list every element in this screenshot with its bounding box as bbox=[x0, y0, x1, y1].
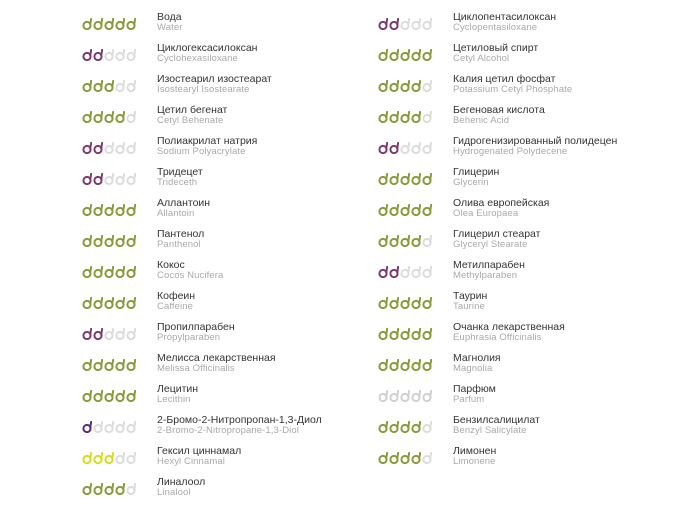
safety-rating bbox=[82, 421, 136, 433]
drop-filled-icon bbox=[126, 266, 136, 278]
drop-filled-icon bbox=[389, 328, 399, 340]
drop-empty-icon bbox=[422, 390, 432, 402]
drop-filled-icon bbox=[422, 328, 432, 340]
drop-filled-icon bbox=[93, 49, 103, 61]
drop-filled-icon bbox=[378, 421, 388, 433]
drop-empty-icon bbox=[126, 49, 136, 61]
ingredient-latin-name: Propylparaben bbox=[157, 332, 221, 343]
drop-filled-icon bbox=[411, 204, 421, 216]
drop-empty-icon bbox=[115, 421, 125, 433]
drop-filled-icon bbox=[115, 297, 125, 309]
drop-filled-icon bbox=[104, 297, 114, 309]
safety-rating bbox=[378, 390, 432, 402]
ingredient-latin-name: Methylparaben bbox=[453, 270, 518, 281]
ingredient-latin-name: Linalool bbox=[157, 487, 191, 498]
safety-rating bbox=[82, 359, 136, 371]
drop-empty-icon bbox=[411, 266, 421, 278]
safety-rating bbox=[82, 328, 136, 340]
drop-empty-icon bbox=[115, 80, 125, 92]
ingredient-latin-name: Parfum bbox=[453, 394, 485, 405]
drop-filled-icon bbox=[82, 452, 92, 464]
ingredient-name: Глицерил стеарат bbox=[453, 228, 541, 240]
drop-empty-icon bbox=[126, 483, 136, 495]
drop-filled-icon bbox=[422, 173, 432, 185]
drop-filled-icon bbox=[82, 18, 92, 30]
drop-empty-icon bbox=[422, 235, 432, 247]
drop-filled-icon bbox=[411, 235, 421, 247]
drop-filled-icon bbox=[378, 359, 388, 371]
drop-filled-icon bbox=[400, 297, 410, 309]
ingredient-name: Лимонен bbox=[453, 445, 497, 457]
drop-filled-icon bbox=[389, 80, 399, 92]
safety-rating bbox=[82, 297, 136, 309]
drop-empty-icon bbox=[115, 452, 125, 464]
drop-filled-icon bbox=[378, 80, 388, 92]
safety-rating bbox=[82, 266, 136, 278]
drop-filled-icon bbox=[104, 111, 114, 123]
drop-filled-icon bbox=[411, 328, 421, 340]
drop-filled-icon bbox=[82, 80, 92, 92]
drop-empty-icon bbox=[93, 421, 103, 433]
drop-filled-icon bbox=[82, 297, 92, 309]
safety-rating bbox=[82, 204, 136, 216]
drop-filled-icon bbox=[93, 483, 103, 495]
drop-empty-icon bbox=[104, 421, 114, 433]
safety-rating bbox=[82, 173, 136, 185]
drop-empty-icon bbox=[126, 328, 136, 340]
drop-filled-icon bbox=[389, 111, 399, 123]
drop-filled-icon bbox=[378, 235, 388, 247]
drop-filled-icon bbox=[422, 49, 432, 61]
drop-filled-icon bbox=[93, 266, 103, 278]
safety-rating bbox=[378, 173, 432, 185]
safety-rating bbox=[82, 142, 136, 154]
drop-empty-icon bbox=[400, 266, 410, 278]
drop-filled-icon bbox=[411, 421, 421, 433]
ingredient-latin-name: Magnolia bbox=[453, 363, 493, 374]
ingredient-latin-name: Euphrasia Officinalis bbox=[453, 332, 542, 343]
ingredient-latin-name: Cetyl Alcohol bbox=[453, 53, 510, 64]
drop-empty-icon bbox=[422, 266, 432, 278]
safety-rating bbox=[378, 49, 432, 61]
drop-filled-icon bbox=[400, 111, 410, 123]
drop-filled-icon bbox=[378, 173, 388, 185]
drop-filled-icon bbox=[82, 266, 92, 278]
drop-filled-icon bbox=[389, 204, 399, 216]
drop-filled-icon bbox=[82, 142, 92, 154]
drop-filled-icon bbox=[82, 235, 92, 247]
drop-filled-icon bbox=[400, 204, 410, 216]
drop-filled-icon bbox=[104, 266, 114, 278]
drop-filled-icon bbox=[93, 297, 103, 309]
drop-filled-icon bbox=[400, 452, 410, 464]
safety-rating bbox=[82, 390, 136, 402]
drop-filled-icon bbox=[411, 359, 421, 371]
drop-filled-icon bbox=[104, 80, 114, 92]
drop-empty-icon bbox=[126, 173, 136, 185]
drop-filled-icon bbox=[411, 111, 421, 123]
safety-rating bbox=[378, 204, 432, 216]
drop-filled-icon bbox=[115, 235, 125, 247]
safety-rating bbox=[82, 18, 136, 30]
drop-filled-icon bbox=[389, 173, 399, 185]
drop-filled-icon bbox=[389, 421, 399, 433]
drop-filled-icon bbox=[378, 297, 388, 309]
drop-empty-icon bbox=[115, 49, 125, 61]
drop-filled-icon bbox=[378, 266, 388, 278]
drop-filled-icon bbox=[389, 297, 399, 309]
drop-filled-icon bbox=[400, 49, 410, 61]
drop-filled-icon bbox=[93, 142, 103, 154]
ingredient-name: Пропилпарабен bbox=[157, 321, 235, 333]
drop-empty-icon bbox=[422, 18, 432, 30]
drop-filled-icon bbox=[378, 204, 388, 216]
ingredient-name: Лецитин bbox=[157, 383, 199, 395]
drop-filled-icon bbox=[378, 18, 388, 30]
safety-rating bbox=[82, 49, 136, 61]
drop-filled-icon bbox=[115, 483, 125, 495]
ingredient-latin-name: Melissa Officinalis bbox=[157, 363, 235, 374]
ingredient-name: Пантенол bbox=[157, 228, 205, 240]
ingredient-latin-name: Behenic Acid bbox=[453, 115, 510, 126]
drop-filled-icon bbox=[378, 452, 388, 464]
ingredient-latin-name: Hydrogenated Polydecene bbox=[453, 146, 568, 157]
safety-rating bbox=[378, 452, 432, 464]
drop-empty-icon bbox=[104, 328, 114, 340]
ingredient-name: Циклопентасилоксан bbox=[453, 11, 557, 23]
ingredient-latin-name: 2-Bromo-2-Nitropropane-1,3-Diol bbox=[157, 425, 299, 436]
ingredient-name: Бензилсалицилат bbox=[453, 414, 540, 426]
drop-empty-icon bbox=[400, 18, 410, 30]
drop-filled-icon bbox=[115, 390, 125, 402]
ingredient-latin-name: Cocos Nucifera bbox=[157, 270, 224, 281]
drop-empty-icon bbox=[378, 390, 388, 402]
drop-filled-icon bbox=[93, 204, 103, 216]
safety-rating bbox=[82, 80, 136, 92]
drop-filled-icon bbox=[104, 452, 114, 464]
drop-empty-icon bbox=[389, 390, 399, 402]
drop-filled-icon bbox=[411, 452, 421, 464]
drop-filled-icon bbox=[93, 173, 103, 185]
safety-rating bbox=[378, 297, 432, 309]
safety-rating bbox=[378, 235, 432, 247]
ingredient-latin-name: Isostearyl Isostearate bbox=[157, 84, 250, 95]
drop-filled-icon bbox=[104, 359, 114, 371]
drop-empty-icon bbox=[115, 328, 125, 340]
drop-filled-icon bbox=[93, 390, 103, 402]
ingredient-name: Кофеин bbox=[157, 290, 196, 302]
drop-filled-icon bbox=[82, 359, 92, 371]
ingredient-latin-name: Lecithin bbox=[157, 394, 191, 405]
ingredient-name: Олива европейская bbox=[453, 197, 550, 209]
ingredient-name: Метилпарабен bbox=[453, 259, 525, 271]
ingredient-name: Гексил циннамал bbox=[157, 445, 242, 457]
drop-empty-icon bbox=[422, 80, 432, 92]
safety-rating bbox=[378, 18, 432, 30]
drop-filled-icon bbox=[126, 235, 136, 247]
safety-rating bbox=[378, 328, 432, 340]
drop-filled-icon bbox=[93, 235, 103, 247]
ingredient-latin-name: Glyceryl Stearate bbox=[453, 239, 528, 250]
drop-filled-icon bbox=[104, 235, 114, 247]
drop-filled-icon bbox=[82, 483, 92, 495]
drop-filled-icon bbox=[400, 359, 410, 371]
drop-filled-icon bbox=[82, 390, 92, 402]
drop-filled-icon bbox=[400, 421, 410, 433]
drop-empty-icon bbox=[104, 49, 114, 61]
drop-empty-icon bbox=[115, 142, 125, 154]
drop-filled-icon bbox=[389, 18, 399, 30]
drop-filled-icon bbox=[378, 328, 388, 340]
safety-rating bbox=[378, 359, 432, 371]
drop-filled-icon bbox=[104, 390, 114, 402]
safety-rating bbox=[378, 266, 432, 278]
drop-filled-icon bbox=[93, 452, 103, 464]
drop-filled-icon bbox=[126, 297, 136, 309]
drop-filled-icon bbox=[400, 80, 410, 92]
ingredient-name: Таурин bbox=[453, 290, 488, 302]
drop-empty-icon bbox=[104, 142, 114, 154]
safety-rating bbox=[378, 421, 432, 433]
safety-rating bbox=[378, 80, 432, 92]
drop-filled-icon bbox=[126, 359, 136, 371]
safety-rating bbox=[82, 452, 136, 464]
drop-filled-icon bbox=[104, 18, 114, 30]
safety-rating bbox=[378, 142, 432, 154]
safety-rating bbox=[82, 235, 136, 247]
drop-empty-icon bbox=[422, 452, 432, 464]
ingredient-latin-name: Cyclopentasiloxane bbox=[453, 22, 538, 33]
ingredient-name: Магнолия bbox=[453, 352, 501, 364]
drop-empty-icon bbox=[126, 80, 136, 92]
ingredient-name: Аллантоин bbox=[157, 197, 211, 209]
drop-filled-icon bbox=[422, 297, 432, 309]
ingredient-name: Полиакрилат натрия bbox=[157, 135, 258, 147]
drop-filled-icon bbox=[82, 49, 92, 61]
drop-filled-icon bbox=[389, 235, 399, 247]
drop-filled-icon bbox=[82, 173, 92, 185]
drop-empty-icon bbox=[411, 18, 421, 30]
drop-filled-icon bbox=[389, 142, 399, 154]
drop-empty-icon bbox=[411, 390, 421, 402]
drop-filled-icon bbox=[93, 328, 103, 340]
drop-filled-icon bbox=[104, 204, 114, 216]
drop-empty-icon bbox=[104, 173, 114, 185]
ingredient-name: 2-Бромо-2-Нитропропан-1,3-Диол bbox=[157, 414, 322, 426]
drop-filled-icon bbox=[378, 142, 388, 154]
drop-empty-icon bbox=[400, 142, 410, 154]
drop-filled-icon bbox=[389, 266, 399, 278]
ingredient-name: Кокос bbox=[157, 259, 185, 271]
drop-filled-icon bbox=[82, 204, 92, 216]
drop-filled-icon bbox=[126, 18, 136, 30]
ingredient-latin-name: Benzyl Salicylate bbox=[453, 425, 527, 436]
ingredient-latin-name: Potassium Cetyl Phosphate bbox=[453, 84, 573, 95]
ingredient-name: Тридецет bbox=[157, 166, 203, 178]
drop-filled-icon bbox=[389, 49, 399, 61]
ingredient-name: Калия цетил фосфат bbox=[453, 73, 556, 85]
safety-rating bbox=[82, 483, 136, 495]
ingredient-latin-name: Cyclohexasiloxane bbox=[157, 53, 238, 64]
ingredient-latin-name: Glycerin bbox=[453, 177, 489, 188]
drop-filled-icon bbox=[411, 49, 421, 61]
ingredient-name: Бегеновая кислота bbox=[453, 104, 545, 116]
drop-filled-icon bbox=[82, 328, 92, 340]
ingredient-latin-name: Panthenol bbox=[157, 239, 201, 250]
drop-empty-icon bbox=[126, 111, 136, 123]
ingredient-name: Линалоол bbox=[157, 476, 206, 488]
ingredient-name: Цетил бегенат bbox=[157, 104, 228, 116]
ingredient-latin-name: Sodium Polyacrylate bbox=[157, 146, 246, 157]
drop-empty-icon bbox=[422, 421, 432, 433]
ingredient-name: Гидрогенизированный полидецен bbox=[453, 135, 618, 147]
ingredient-name: Парфюм bbox=[453, 383, 496, 395]
ingredient-name: Цетиловый спирт bbox=[453, 42, 539, 54]
ingredient-latin-name: Olea Europaea bbox=[453, 208, 519, 219]
drop-filled-icon bbox=[93, 18, 103, 30]
ingredient-latin-name: Limonene bbox=[453, 456, 496, 467]
drop-filled-icon bbox=[389, 452, 399, 464]
drop-filled-icon bbox=[378, 49, 388, 61]
drop-filled-icon bbox=[115, 204, 125, 216]
ingredient-name: Очанка лекарственная bbox=[453, 321, 565, 333]
drop-filled-icon bbox=[82, 111, 92, 123]
ingredient-name: Вода bbox=[157, 11, 182, 23]
drop-empty-icon bbox=[115, 173, 125, 185]
drop-filled-icon bbox=[115, 18, 125, 30]
drop-filled-icon bbox=[411, 173, 421, 185]
ingredient-latin-name: Taurine bbox=[453, 301, 485, 312]
ingredient-latin-name: Caffeine bbox=[157, 301, 194, 312]
drop-filled-icon bbox=[115, 111, 125, 123]
ingredient-latin-name: Allantoin bbox=[157, 208, 195, 219]
drop-filled-icon bbox=[93, 80, 103, 92]
drop-filled-icon bbox=[115, 359, 125, 371]
drop-filled-icon bbox=[400, 173, 410, 185]
safety-rating bbox=[378, 111, 432, 123]
ingredient-latin-name: Cetyl Behenate bbox=[157, 115, 224, 126]
drop-filled-icon bbox=[389, 359, 399, 371]
drop-filled-icon bbox=[411, 80, 421, 92]
ingredient-latin-name: Water bbox=[157, 22, 183, 33]
ingredient-name: Мелисса лекарственная bbox=[157, 352, 276, 364]
drop-empty-icon bbox=[400, 390, 410, 402]
drop-filled-icon bbox=[422, 204, 432, 216]
drop-filled-icon bbox=[126, 204, 136, 216]
drop-empty-icon bbox=[126, 421, 136, 433]
drop-filled-icon bbox=[411, 297, 421, 309]
drop-empty-icon bbox=[126, 142, 136, 154]
ingredient-latin-name: Trideceth bbox=[157, 177, 198, 188]
drop-filled-icon bbox=[115, 266, 125, 278]
drop-filled-icon bbox=[126, 390, 136, 402]
drop-filled-icon bbox=[400, 328, 410, 340]
drop-empty-icon bbox=[422, 142, 432, 154]
drop-filled-icon bbox=[422, 359, 432, 371]
drop-filled-icon bbox=[82, 421, 92, 433]
ingredient-name: Глицерин bbox=[453, 166, 500, 178]
drop-filled-icon bbox=[93, 111, 103, 123]
ingredient-name: Циклогексасилоксан bbox=[157, 42, 258, 54]
drop-empty-icon bbox=[422, 111, 432, 123]
drop-filled-icon bbox=[93, 359, 103, 371]
drop-filled-icon bbox=[400, 235, 410, 247]
drop-filled-icon bbox=[104, 483, 114, 495]
drop-filled-icon bbox=[378, 111, 388, 123]
drop-empty-icon bbox=[411, 142, 421, 154]
ingredient-latin-name: Hexyl Cinnamal bbox=[157, 456, 225, 467]
safety-rating bbox=[82, 111, 136, 123]
ingredient-name: Изостеарил изостеарат bbox=[157, 73, 272, 85]
drop-empty-icon bbox=[126, 452, 136, 464]
